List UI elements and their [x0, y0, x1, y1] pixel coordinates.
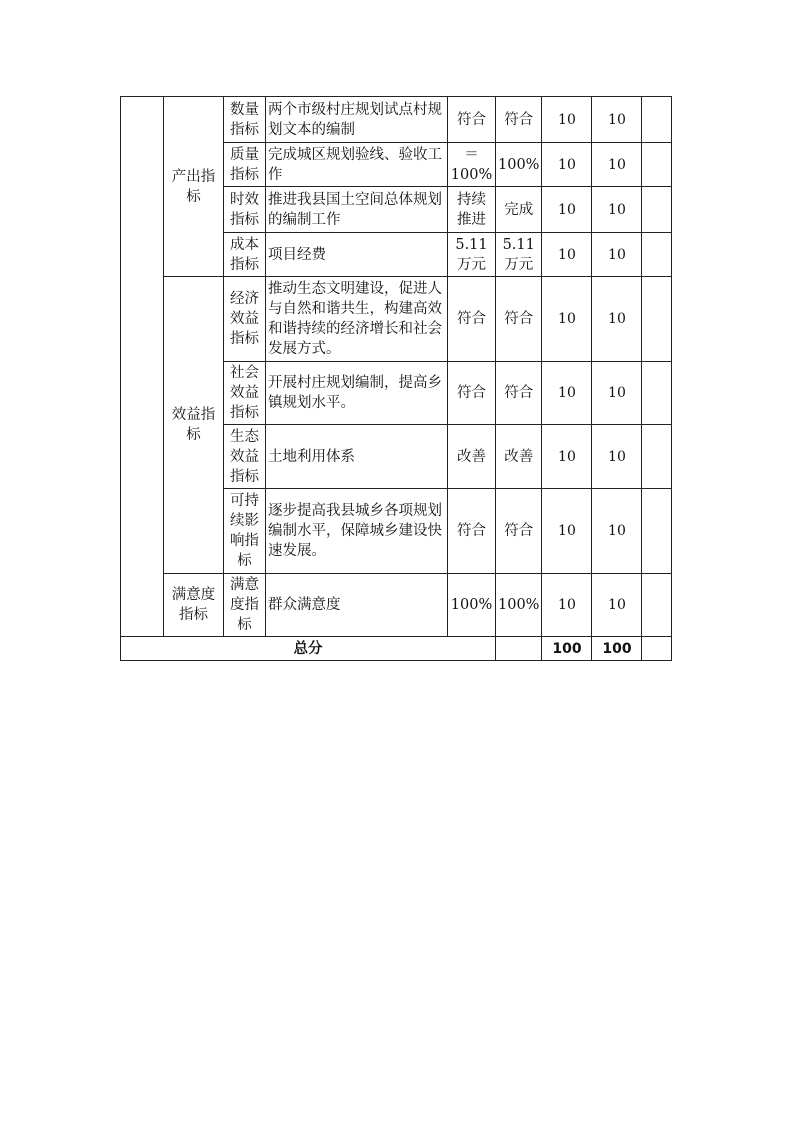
sub-indicator: 成本指标 — [224, 233, 266, 277]
actual-value: 符合 — [496, 97, 542, 143]
sub-indicator: 生态效益指标 — [224, 425, 266, 489]
note-cell — [642, 362, 672, 425]
indicator-content: 推进我县国土空间总体规划的编制工作 — [266, 187, 448, 233]
total-note-cell — [642, 637, 672, 661]
indicator-content: 开展村庄规划编制，提高乡镇规划水平。 — [266, 362, 448, 425]
score-value: 10 — [592, 143, 642, 187]
note-cell — [642, 143, 672, 187]
score-value: 10 — [592, 187, 642, 233]
note-cell — [642, 233, 672, 277]
note-cell — [642, 574, 672, 637]
score-value: 10 — [592, 233, 642, 277]
actual-value: 5.11万元 — [496, 233, 542, 277]
total-actual-cell — [496, 637, 542, 661]
actual-value: 完成 — [496, 187, 542, 233]
actual-value: 100% — [496, 574, 542, 637]
group-output: 产出指标 — [164, 97, 224, 277]
level1-blank-cell — [121, 97, 164, 637]
total-label: 总分 — [121, 637, 496, 661]
weight-value: 10 — [542, 574, 592, 637]
actual-value: 符合 — [496, 362, 542, 425]
weight-value: 10 — [542, 362, 592, 425]
performance-indicator-table — [120, 96, 672, 661]
actual-value: 符合 — [496, 277, 542, 362]
sub-indicator: 时效指标 — [224, 187, 266, 233]
note-cell — [642, 187, 672, 233]
actual-value: 改善 — [496, 425, 542, 489]
target-value: 符合 — [448, 362, 496, 425]
note-cell — [642, 425, 672, 489]
indicator-content: 逐步提高我县城乡各项规划编制水平，保障城乡建设快速发展。 — [266, 489, 448, 574]
weight-value: 10 — [542, 233, 592, 277]
total-score: 100 — [592, 637, 642, 661]
target-value: 符合 — [448, 489, 496, 574]
note-cell — [642, 97, 672, 143]
sub-indicator: 社会效益指标 — [224, 362, 266, 425]
sub-indicator: 可持续影响指标 — [224, 489, 266, 574]
table-row — [121, 97, 672, 143]
target-value: 符合 — [448, 277, 496, 362]
total-row — [121, 637, 672, 661]
total-weight: 100 — [542, 637, 592, 661]
table-row — [121, 574, 672, 637]
sub-indicator: 数量指标 — [224, 97, 266, 143]
target-value: 符合 — [448, 97, 496, 143]
weight-value: 10 — [542, 277, 592, 362]
indicator-content: 项目经费 — [266, 233, 448, 277]
score-value: 10 — [592, 489, 642, 574]
indicator-content: 完成城区规划验线、验收工作 — [266, 143, 448, 187]
sub-indicator: 经济效益指标 — [224, 277, 266, 362]
group-satisfaction: 满意度指标 — [164, 574, 224, 637]
target-value: 100% — [448, 574, 496, 637]
weight-value: 10 — [542, 187, 592, 233]
note-cell — [642, 277, 672, 362]
weight-value: 10 — [542, 143, 592, 187]
indicator-content: 两个市级村庄规划试点村规划文本的编制 — [266, 97, 448, 143]
actual-value: 符合 — [496, 489, 542, 574]
indicator-content: 土地利用体系 — [266, 425, 448, 489]
actual-value: 100% — [496, 143, 542, 187]
sub-indicator: 质量指标 — [224, 143, 266, 187]
target-value: 5.11万元 — [448, 233, 496, 277]
score-value: 10 — [592, 425, 642, 489]
score-value: 10 — [592, 362, 642, 425]
weight-value: 10 — [542, 489, 592, 574]
sub-indicator: 满意度指标 — [224, 574, 266, 637]
group-benefit: 效益指标 — [164, 277, 224, 574]
score-value: 10 — [592, 277, 642, 362]
target-value: 持续推进 — [448, 187, 496, 233]
score-value: 10 — [592, 97, 642, 143]
weight-value: 10 — [542, 425, 592, 489]
indicator-content: 群众满意度 — [266, 574, 448, 637]
target-value: ＝100% — [448, 143, 496, 187]
note-cell — [642, 489, 672, 574]
weight-value: 10 — [542, 97, 592, 143]
table-row — [121, 277, 672, 362]
score-value: 10 — [592, 574, 642, 637]
target-value: 改善 — [448, 425, 496, 489]
indicator-content: 推动生态文明建设，促进人与自然和谐共生，构建高效和谐持续的经济增长和社会发展方式。 — [266, 277, 448, 362]
